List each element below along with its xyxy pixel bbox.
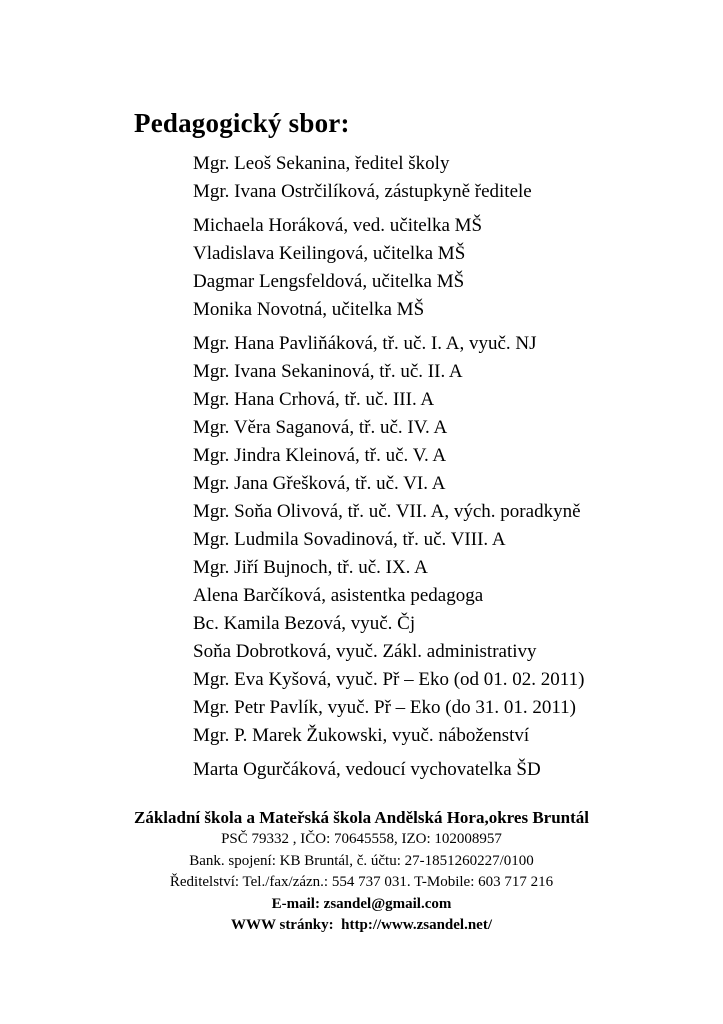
staff-member: Mgr. Jiří Bujnoch, tř. uč. IX. A [193, 557, 428, 578]
staff-member: Michaela Horáková, ved. učitelka MŠ [193, 215, 483, 236]
staff-member: Mgr. Hana Crhová, tř. uč. III. A [193, 389, 435, 410]
staff-group-after-school [193, 756, 584, 784]
staff-list [193, 150, 584, 790]
staff-member: Mgr. Ludmila Sovadinová, tř. uč. VIII. A [193, 529, 506, 550]
staff-group-management [193, 150, 584, 206]
staff-member: Mgr. Leoš Sekanina, ředitel školy [193, 153, 450, 174]
staff-member: Mgr. Ivana Ostrčilíková, zástupkyně ředitele [193, 181, 532, 202]
staff-member: Mgr. Jindra Kleinová, tř. uč. V. A [193, 445, 447, 466]
staff-member: Bc. Kamila Bezová, vyuč. Čj [193, 613, 416, 634]
staff-member: Mgr. Hana Pavliňáková, tř. uč. I. A, vyuč. NJ [193, 333, 537, 354]
staff-member: Mgr. Věra Saganová, tř. uč. IV. A [193, 417, 448, 438]
bank-info: Bank. spojení: KB Bruntál, č. účtu: 27-1851260227/0100 [189, 852, 534, 869]
staff-member: Soňa Dobrotková, vyuč. Zákl. administrativy [193, 641, 537, 662]
staff-member: Dagmar Lengsfeldová, učitelka MŠ [193, 271, 465, 292]
staff-member: Mgr. Petr Pavlík, vyuč. Př – Eko (do 31. 01. 2011) [193, 697, 576, 718]
email-line: E-mail: zsandel@gmail.com [271, 895, 452, 912]
staff-member: Mgr. Soňa Olivová, tř. uč. VII. A, vých. poradkyně [193, 501, 581, 522]
school-name: Základní škola a Mateřská škola Andělská Hora,okres Bruntál [134, 808, 589, 827]
staff-member: Mgr. P. Marek Žukowski, vyuč. náboženství [193, 725, 530, 746]
staff-member: Vladislava Keilingová, učitelka MŠ [193, 243, 466, 264]
staff-member: Marta Ogurčáková, vedoucí vychovatelka ŠD [193, 759, 541, 780]
staff-member: Mgr. Jana Gřešková, tř. uč. VI. A [193, 473, 446, 494]
staff-member: Mgr. Ivana Sekaninová, tř. uč. II. A [193, 361, 463, 382]
school-registry-ids: PSČ 79332 , IČO: 70645558, IZO: 102008957 [221, 831, 502, 847]
school-contact-footer [0, 806, 723, 937]
staff-member: Mgr. Eva Kyšová, vyuč. Př – Eko (od 01. 02. 2011) [193, 669, 585, 690]
page-title: Pedagogický sbor: [134, 108, 350, 138]
staff-member: Alena Barčíková, asistentka pedagoga [193, 585, 484, 606]
staff-group-kindergarten [193, 212, 584, 324]
phone-info: Ředitelství: Tel./fax/zázn.: 554 737 031. T-Mobile: 603 717 216 [169, 874, 554, 890]
staff-group-teachers [193, 330, 584, 750]
website-line: WWW stránky: http://www.zsandel.net/ [231, 917, 492, 933]
staff-member: Monika Novotná, učitelka MŠ [193, 299, 425, 320]
